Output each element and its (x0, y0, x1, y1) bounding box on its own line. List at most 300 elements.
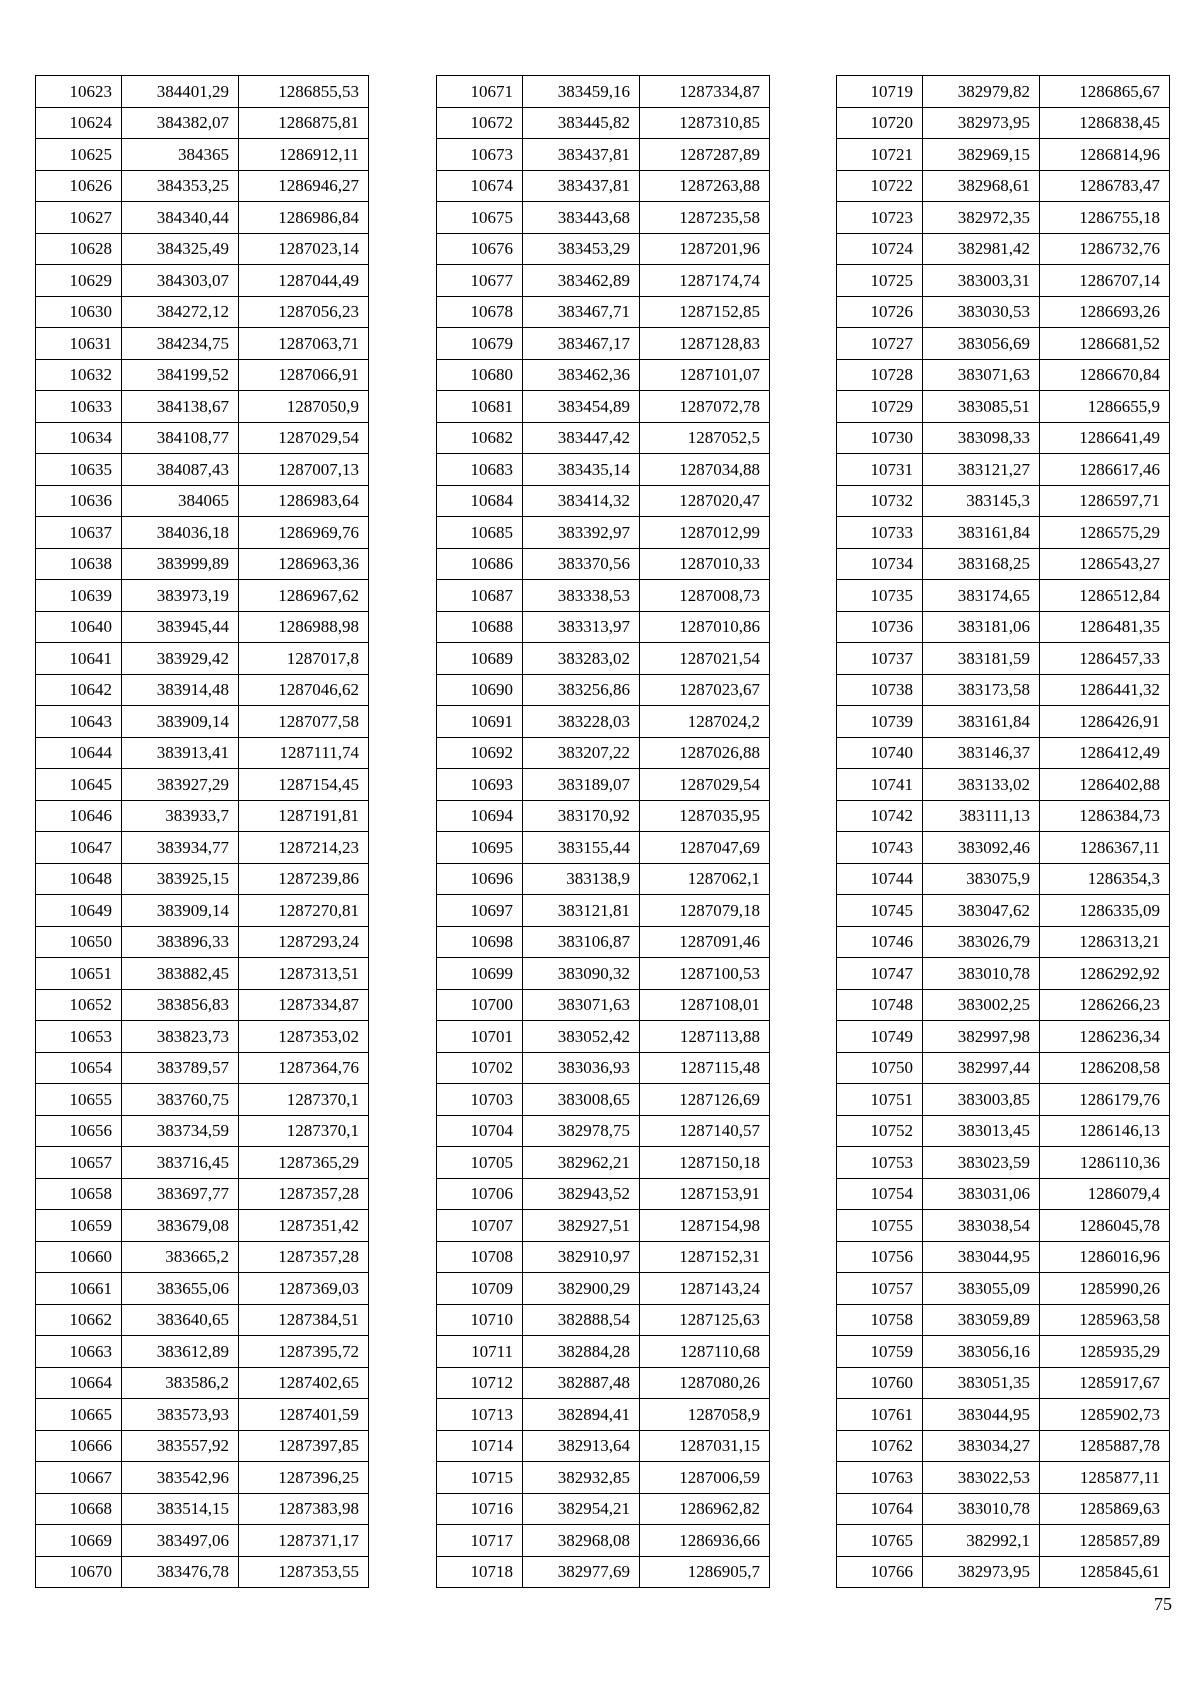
point-number-cell: 10673 (437, 139, 523, 171)
point-number-cell: 10703 (437, 1084, 523, 1116)
table-row (437, 1147, 770, 1179)
table-row (837, 548, 1170, 580)
table-row (437, 958, 770, 990)
y-coordinate-cell: 1286905,7 (640, 1556, 770, 1588)
point-number-cell: 10656 (36, 1115, 122, 1147)
table-row (837, 454, 1170, 486)
y-coordinate-cell: 1287396,25 (239, 1462, 369, 1494)
table-row (837, 706, 1170, 738)
point-number-cell: 10655 (36, 1084, 122, 1116)
point-number-cell: 10667 (36, 1462, 122, 1494)
y-coordinate-cell: 1287235,58 (640, 202, 770, 234)
table-row (437, 1241, 770, 1273)
point-number-cell: 10722 (837, 170, 923, 202)
table-row (437, 1367, 770, 1399)
table-row (837, 832, 1170, 864)
table-row (437, 926, 770, 958)
y-coordinate-cell: 1286402,88 (1040, 769, 1170, 801)
y-coordinate-cell: 1287029,54 (640, 769, 770, 801)
point-number-cell: 10708 (437, 1241, 523, 1273)
point-number-cell: 10731 (837, 454, 923, 486)
y-coordinate-cell: 1287397,85 (239, 1430, 369, 1462)
x-coordinate-cell: 383557,92 (122, 1430, 239, 1462)
point-number-cell: 10637 (36, 517, 122, 549)
y-coordinate-cell: 1286543,27 (1040, 548, 1170, 580)
y-coordinate-cell: 1287010,33 (640, 548, 770, 580)
y-coordinate-cell: 1286988,98 (239, 611, 369, 643)
point-number-cell: 10681 (437, 391, 523, 423)
table-row (437, 769, 770, 801)
table-row (437, 1021, 770, 1053)
y-coordinate-cell: 1287140,57 (640, 1115, 770, 1147)
table-row (36, 832, 369, 864)
x-coordinate-cell: 382910,97 (523, 1241, 640, 1273)
table-row (36, 454, 369, 486)
table-row (36, 265, 369, 297)
point-number-cell: 10764 (837, 1493, 923, 1525)
table-row (437, 1462, 770, 1494)
x-coordinate-cell: 383392,97 (523, 517, 640, 549)
table-row (36, 611, 369, 643)
x-coordinate-cell: 383882,45 (122, 958, 239, 990)
y-coordinate-cell: 1287029,54 (239, 422, 369, 454)
table-row (837, 1336, 1170, 1368)
point-number-cell: 10705 (437, 1147, 523, 1179)
y-coordinate-cell: 1287154,45 (239, 769, 369, 801)
point-number-cell: 10753 (837, 1147, 923, 1179)
point-number-cell: 10651 (36, 958, 122, 990)
x-coordinate-cell: 382932,85 (523, 1462, 640, 1494)
x-coordinate-cell: 383542,96 (122, 1462, 239, 1494)
point-number-cell: 10647 (36, 832, 122, 864)
table-row (837, 1367, 1170, 1399)
point-number-cell: 10755 (837, 1210, 923, 1242)
x-coordinate-cell: 383467,71 (523, 296, 640, 328)
y-coordinate-cell: 1287007,13 (239, 454, 369, 486)
y-coordinate-cell: 1285935,29 (1040, 1336, 1170, 1368)
x-coordinate-cell: 383437,81 (523, 139, 640, 171)
point-number-cell: 10650 (36, 926, 122, 958)
table-row (36, 769, 369, 801)
x-coordinate-cell: 383497,06 (122, 1525, 239, 1557)
table-row (36, 1493, 369, 1525)
point-number-cell: 10710 (437, 1304, 523, 1336)
y-coordinate-cell: 1286354,3 (1040, 863, 1170, 895)
x-coordinate-cell: 382884,28 (523, 1336, 640, 1368)
y-coordinate-cell: 1287174,74 (640, 265, 770, 297)
point-number-cell: 10669 (36, 1525, 122, 1557)
point-number-cell: 10757 (837, 1273, 923, 1305)
x-coordinate-cell: 382969,15 (923, 139, 1040, 171)
x-coordinate-cell: 383023,59 (923, 1147, 1040, 1179)
point-number-cell: 10661 (36, 1273, 122, 1305)
y-coordinate-cell: 1287111,74 (239, 737, 369, 769)
x-coordinate-cell: 383161,84 (923, 517, 1040, 549)
x-coordinate-cell: 384353,25 (122, 170, 239, 202)
table-row (36, 643, 369, 675)
x-coordinate-cell: 382888,54 (523, 1304, 640, 1336)
table-row (837, 674, 1170, 706)
point-number-cell: 10652 (36, 989, 122, 1021)
x-coordinate-cell: 383443,68 (523, 202, 640, 234)
point-number-cell: 10720 (837, 107, 923, 139)
x-coordinate-cell: 383145,3 (923, 485, 1040, 517)
x-coordinate-cell: 382943,52 (523, 1178, 640, 1210)
x-coordinate-cell: 383071,63 (523, 989, 640, 1021)
x-coordinate-cell: 382887,48 (523, 1367, 640, 1399)
point-number-cell: 10624 (36, 107, 122, 139)
table-row (837, 485, 1170, 517)
y-coordinate-cell: 1287239,86 (239, 863, 369, 895)
table-row (437, 643, 770, 675)
point-number-cell: 10725 (837, 265, 923, 297)
point-number-cell: 10685 (437, 517, 523, 549)
point-number-cell: 10717 (437, 1525, 523, 1557)
table-row (36, 548, 369, 580)
x-coordinate-cell: 383003,85 (923, 1084, 1040, 1116)
x-coordinate-cell: 383927,29 (122, 769, 239, 801)
y-coordinate-cell: 1286597,71 (1040, 485, 1170, 517)
table-row (36, 1430, 369, 1462)
table-row (437, 233, 770, 265)
table-row (437, 895, 770, 927)
x-coordinate-cell: 384365 (122, 139, 239, 171)
point-number-cell: 10663 (36, 1336, 122, 1368)
table-row (437, 139, 770, 171)
y-coordinate-cell: 1287023,67 (640, 674, 770, 706)
point-number-cell: 10632 (36, 359, 122, 391)
y-coordinate-cell: 1287080,26 (640, 1367, 770, 1399)
x-coordinate-cell: 384199,52 (122, 359, 239, 391)
table-row (36, 1021, 369, 1053)
x-coordinate-cell: 383090,32 (523, 958, 640, 990)
y-coordinate-cell: 1287026,88 (640, 737, 770, 769)
point-number-cell: 10732 (837, 485, 923, 517)
table-row (437, 202, 770, 234)
point-number-cell: 10754 (837, 1178, 923, 1210)
x-coordinate-cell: 383447,42 (523, 422, 640, 454)
table-row (36, 580, 369, 612)
table-row (36, 517, 369, 549)
y-coordinate-cell: 1287066,91 (239, 359, 369, 391)
point-number-cell: 10634 (36, 422, 122, 454)
x-coordinate-cell: 383789,57 (122, 1052, 239, 1084)
table-row (36, 422, 369, 454)
point-number-cell: 10645 (36, 769, 122, 801)
y-coordinate-cell: 1287113,88 (640, 1021, 770, 1053)
x-coordinate-cell: 383181,06 (923, 611, 1040, 643)
point-number-cell: 10638 (36, 548, 122, 580)
point-number-cell: 10739 (837, 706, 923, 738)
table-row (837, 1273, 1170, 1305)
x-coordinate-cell: 383435,14 (523, 454, 640, 486)
point-number-cell: 10639 (36, 580, 122, 612)
table-row (437, 76, 770, 108)
point-number-cell: 10735 (837, 580, 923, 612)
x-coordinate-cell: 383098,33 (923, 422, 1040, 454)
point-number-cell: 10662 (36, 1304, 122, 1336)
point-number-cell: 10765 (837, 1525, 923, 1557)
x-coordinate-cell: 383052,42 (523, 1021, 640, 1053)
y-coordinate-cell: 1286292,92 (1040, 958, 1170, 990)
point-number-cell: 10635 (36, 454, 122, 486)
table-row (36, 706, 369, 738)
y-coordinate-cell: 1286412,49 (1040, 737, 1170, 769)
point-number-cell: 10745 (837, 895, 923, 927)
point-number-cell: 10666 (36, 1430, 122, 1462)
point-number-cell: 10668 (36, 1493, 122, 1525)
x-coordinate-cell: 383022,53 (923, 1462, 1040, 1494)
point-number-cell: 10646 (36, 800, 122, 832)
point-number-cell: 10748 (837, 989, 923, 1021)
x-coordinate-cell: 382979,82 (923, 76, 1040, 108)
x-coordinate-cell: 383002,25 (923, 989, 1040, 1021)
point-number-cell: 10627 (36, 202, 122, 234)
point-number-cell: 10707 (437, 1210, 523, 1242)
x-coordinate-cell: 383174,65 (923, 580, 1040, 612)
table-row (837, 1430, 1170, 1462)
y-coordinate-cell: 1287006,59 (640, 1462, 770, 1494)
y-coordinate-cell: 1287383,98 (239, 1493, 369, 1525)
y-coordinate-cell: 1287191,81 (239, 800, 369, 832)
y-coordinate-cell: 1287108,01 (640, 989, 770, 1021)
y-coordinate-cell: 1286641,49 (1040, 422, 1170, 454)
point-number-cell: 10736 (837, 611, 923, 643)
table-row (837, 1556, 1170, 1588)
point-number-cell: 10676 (437, 233, 523, 265)
point-number-cell: 10636 (36, 485, 122, 517)
x-coordinate-cell: 383716,45 (122, 1147, 239, 1179)
x-coordinate-cell: 383462,36 (523, 359, 640, 391)
point-number-cell: 10629 (36, 265, 122, 297)
x-coordinate-cell: 383056,69 (923, 328, 1040, 360)
table-row (837, 296, 1170, 328)
table-row (437, 1525, 770, 1557)
x-coordinate-cell: 383256,86 (523, 674, 640, 706)
table-row (36, 1210, 369, 1242)
table-row (36, 1147, 369, 1179)
table-row (437, 1115, 770, 1147)
table-row (837, 895, 1170, 927)
x-coordinate-cell: 383760,75 (122, 1084, 239, 1116)
table-row (837, 769, 1170, 801)
y-coordinate-cell: 1287287,89 (640, 139, 770, 171)
y-coordinate-cell: 1286208,58 (1040, 1052, 1170, 1084)
point-number-cell: 10716 (437, 1493, 523, 1525)
y-coordinate-cell: 1285845,61 (1040, 1556, 1170, 1588)
point-number-cell: 10759 (837, 1336, 923, 1368)
table-row (437, 989, 770, 1021)
x-coordinate-cell: 383106,87 (523, 926, 640, 958)
point-number-cell: 10744 (837, 863, 923, 895)
y-coordinate-cell: 1286693,26 (1040, 296, 1170, 328)
x-coordinate-cell: 384138,67 (122, 391, 239, 423)
point-number-cell: 10689 (437, 643, 523, 675)
table-row (837, 643, 1170, 675)
y-coordinate-cell: 1286946,27 (239, 170, 369, 202)
point-number-cell: 10630 (36, 296, 122, 328)
y-coordinate-cell: 1287128,83 (640, 328, 770, 360)
point-number-cell: 10691 (437, 706, 523, 738)
y-coordinate-cell: 1287353,02 (239, 1021, 369, 1053)
y-coordinate-cell: 1286936,66 (640, 1525, 770, 1557)
y-coordinate-cell: 1287154,98 (640, 1210, 770, 1242)
point-number-cell: 10660 (36, 1241, 122, 1273)
point-number-cell: 10741 (837, 769, 923, 801)
x-coordinate-cell: 383823,73 (122, 1021, 239, 1053)
x-coordinate-cell: 382973,95 (923, 107, 1040, 139)
x-coordinate-cell: 383003,31 (923, 265, 1040, 297)
point-number-cell: 10640 (36, 611, 122, 643)
y-coordinate-cell: 1287020,47 (640, 485, 770, 517)
x-coordinate-cell: 384325,49 (122, 233, 239, 265)
point-number-cell: 10702 (437, 1052, 523, 1084)
x-coordinate-cell: 384065 (122, 485, 239, 517)
table-row (837, 359, 1170, 391)
point-number-cell: 10715 (437, 1462, 523, 1494)
point-number-cell: 10751 (837, 1084, 923, 1116)
point-number-cell: 10738 (837, 674, 923, 706)
x-coordinate-cell: 383133,02 (923, 769, 1040, 801)
table-row (437, 454, 770, 486)
table-row (437, 1399, 770, 1431)
x-coordinate-cell: 383085,51 (923, 391, 1040, 423)
x-coordinate-cell: 383338,53 (523, 580, 640, 612)
table-row (437, 863, 770, 895)
point-number-cell: 10675 (437, 202, 523, 234)
y-coordinate-cell: 1287310,85 (640, 107, 770, 139)
point-number-cell: 10692 (437, 737, 523, 769)
x-coordinate-cell: 383189,07 (523, 769, 640, 801)
x-coordinate-cell: 383051,35 (923, 1367, 1040, 1399)
x-coordinate-cell: 383044,95 (923, 1399, 1040, 1431)
x-coordinate-cell: 383573,93 (122, 1399, 239, 1431)
point-number-cell: 10643 (36, 706, 122, 738)
point-number-cell: 10742 (837, 800, 923, 832)
y-coordinate-cell: 1287365,29 (239, 1147, 369, 1179)
table-row (437, 706, 770, 738)
y-coordinate-cell: 1286655,9 (1040, 391, 1170, 423)
table-row (437, 296, 770, 328)
y-coordinate-cell: 1287153,91 (640, 1178, 770, 1210)
x-coordinate-cell: 383459,16 (523, 76, 640, 108)
y-coordinate-cell: 1285869,63 (1040, 1493, 1170, 1525)
table-row (437, 1556, 770, 1588)
y-coordinate-cell: 1285857,89 (1040, 1525, 1170, 1557)
point-number-cell: 10746 (837, 926, 923, 958)
table-row (837, 863, 1170, 895)
table-row (837, 580, 1170, 612)
point-number-cell: 10734 (837, 548, 923, 580)
y-coordinate-cell: 1287370,1 (239, 1115, 369, 1147)
y-coordinate-cell: 1286912,11 (239, 139, 369, 171)
point-number-cell: 10623 (36, 76, 122, 108)
table-row (36, 800, 369, 832)
table-row (437, 265, 770, 297)
y-coordinate-cell: 1285963,58 (1040, 1304, 1170, 1336)
point-number-cell: 10665 (36, 1399, 122, 1431)
y-coordinate-cell: 1286707,14 (1040, 265, 1170, 297)
table-row (36, 1336, 369, 1368)
y-coordinate-cell: 1286617,46 (1040, 454, 1170, 486)
point-number-cell: 10642 (36, 674, 122, 706)
table-row (437, 800, 770, 832)
table-row (837, 1147, 1170, 1179)
point-number-cell: 10679 (437, 328, 523, 360)
x-coordinate-cell: 383437,81 (523, 170, 640, 202)
y-coordinate-cell: 1285877,11 (1040, 1462, 1170, 1494)
table-row (36, 296, 369, 328)
table-row (437, 485, 770, 517)
x-coordinate-cell: 382954,21 (523, 1493, 640, 1525)
y-coordinate-cell: 1287201,96 (640, 233, 770, 265)
y-coordinate-cell: 1286783,47 (1040, 170, 1170, 202)
point-number-cell: 10747 (837, 958, 923, 990)
point-number-cell: 10686 (437, 548, 523, 580)
point-number-cell: 10628 (36, 233, 122, 265)
y-coordinate-cell: 1285887,78 (1040, 1430, 1170, 1462)
x-coordinate-cell: 383026,79 (923, 926, 1040, 958)
point-number-cell: 10727 (837, 328, 923, 360)
table-row (36, 170, 369, 202)
x-coordinate-cell: 383734,59 (122, 1115, 239, 1147)
y-coordinate-cell: 1287152,31 (640, 1241, 770, 1273)
point-number-cell: 10761 (837, 1399, 923, 1431)
x-coordinate-cell: 383111,13 (923, 800, 1040, 832)
y-coordinate-cell: 1286865,67 (1040, 76, 1170, 108)
table-row (437, 359, 770, 391)
x-coordinate-cell: 383034,27 (923, 1430, 1040, 1462)
table-row (437, 548, 770, 580)
table-row (837, 170, 1170, 202)
coordinate-table-2 (436, 75, 770, 1588)
y-coordinate-cell: 1287110,68 (640, 1336, 770, 1368)
table-row (36, 1556, 369, 1588)
point-number-cell: 10670 (36, 1556, 122, 1588)
table-row (837, 265, 1170, 297)
x-coordinate-cell: 382972,35 (923, 202, 1040, 234)
x-coordinate-cell: 383467,17 (523, 328, 640, 360)
y-coordinate-cell: 1287370,1 (239, 1084, 369, 1116)
y-coordinate-cell: 1287364,76 (239, 1052, 369, 1084)
y-coordinate-cell: 1287353,55 (239, 1556, 369, 1588)
y-coordinate-cell: 1286575,29 (1040, 517, 1170, 549)
x-coordinate-cell: 384108,77 (122, 422, 239, 454)
point-number-cell: 10696 (437, 863, 523, 895)
point-number-cell: 10733 (837, 517, 923, 549)
table-row (36, 328, 369, 360)
y-coordinate-cell: 1286855,53 (239, 76, 369, 108)
y-coordinate-cell: 1287270,81 (239, 895, 369, 927)
x-coordinate-cell: 384234,75 (122, 328, 239, 360)
y-coordinate-cell: 1286384,73 (1040, 800, 1170, 832)
point-number-cell: 10678 (437, 296, 523, 328)
table-row (36, 1273, 369, 1305)
x-coordinate-cell: 383445,82 (523, 107, 640, 139)
point-number-cell: 10657 (36, 1147, 122, 1179)
x-coordinate-cell: 382927,51 (523, 1210, 640, 1242)
x-coordinate-cell: 383071,63 (923, 359, 1040, 391)
x-coordinate-cell: 383055,09 (923, 1273, 1040, 1305)
y-coordinate-cell: 1287401,59 (239, 1399, 369, 1431)
point-number-cell: 10724 (837, 233, 923, 265)
y-coordinate-cell: 1287021,54 (640, 643, 770, 675)
x-coordinate-cell: 383146,37 (923, 737, 1040, 769)
y-coordinate-cell: 1287395,72 (239, 1336, 369, 1368)
table-row (837, 107, 1170, 139)
table-row (837, 958, 1170, 990)
x-coordinate-cell: 383514,15 (122, 1493, 239, 1525)
